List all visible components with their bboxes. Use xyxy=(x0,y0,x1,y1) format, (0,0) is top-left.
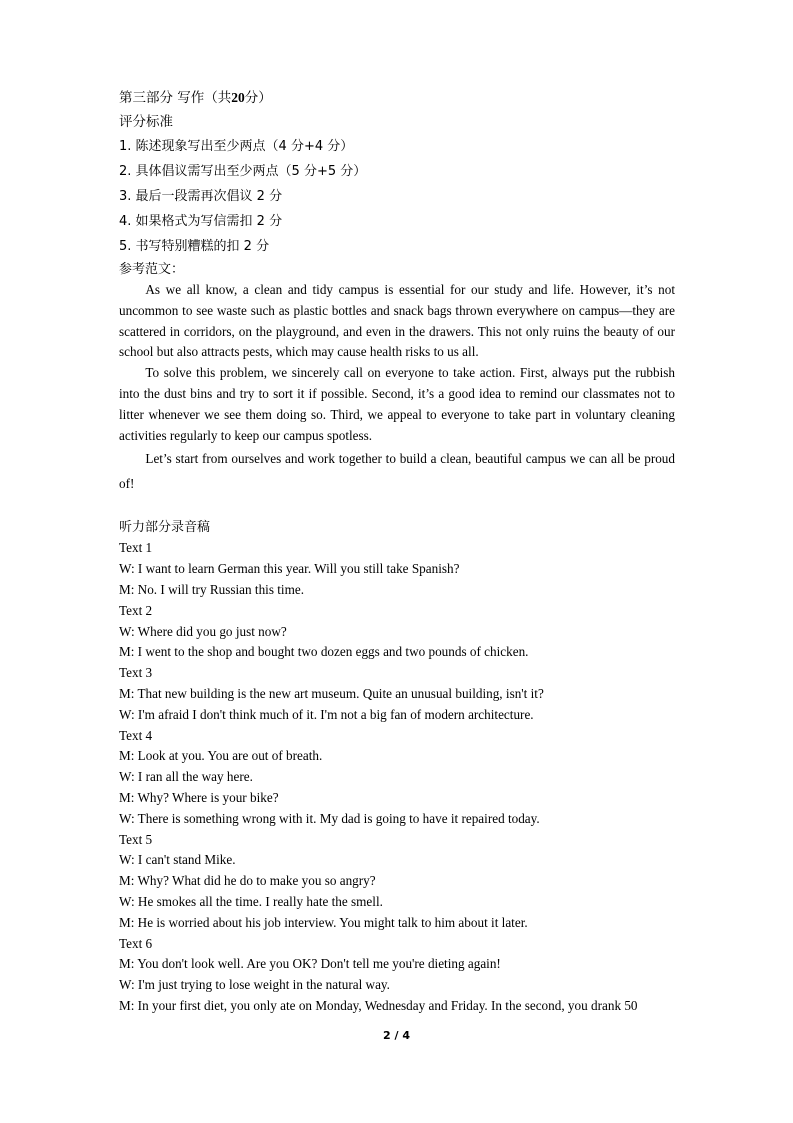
section-points: 20 xyxy=(231,90,245,105)
transcript-line: W: I'm afraid I don't think much of it. I'm not a big fan of modern architecture. xyxy=(119,706,534,722)
essay-paragraph: Let’s start from ourselves and work together to build a clean, beautiful campus we can all be proud of! xyxy=(119,451,675,492)
transcript-line: Text 1 xyxy=(119,540,153,556)
transcript-line: Text 5 xyxy=(119,831,153,847)
transcript-line: M: Why? Where is your bike? xyxy=(119,789,279,805)
transcript-line: W: I want to learn German this year. Will you still take Spanish? xyxy=(119,561,460,577)
transcript-line: W: I can't stand Mike. xyxy=(119,852,236,868)
page-content xyxy=(119,86,675,1017)
criterion-item: 3. 最后一段需再次倡议 2 分 xyxy=(119,189,283,204)
criterion-item: 4. 如果格式为写信需扣 2 分 xyxy=(119,214,283,229)
essay-paragraph: To solve this problem, we sincerely call on everyone to take action. First, always put the rubbish into the dust bins and try to sort it if possible. Second, it’s a good idea to remind our classmates not to litter whenever we see them doing so. Third, we appeal to everyone to take part in voluntary cleaning activities regularly to keep our campus spotless. xyxy=(119,365,675,443)
transcript-line: M: That new building is the new art museum. Quite an unusual building, isn't it? xyxy=(119,685,544,701)
page-number: 2 / 4 xyxy=(383,1029,410,1042)
sample-heading: 参考范文： xyxy=(119,262,185,277)
transcript-line: Text 6 xyxy=(119,935,153,951)
section-title xyxy=(119,86,675,110)
transcript-line: Text 4 xyxy=(119,727,153,743)
section-title-text: 第三部分 写作（共 xyxy=(119,90,232,106)
transcript-line: M: Look at you. You are out of breath. xyxy=(119,748,323,764)
transcript-line: W: I'm just trying to lose weight in the natural way. xyxy=(119,977,390,993)
criterion-item: 5. 书写特别糟糕的扣 2 分 xyxy=(119,239,270,254)
spacer xyxy=(119,496,675,517)
criterion-item: 2. 具体倡议需写出至少两点（5 分+5 分） xyxy=(119,164,367,179)
transcript-line: W: He smokes all the time. I really hate the smell. xyxy=(119,893,383,909)
transcript-line: W: Where did you go just now? xyxy=(119,623,287,639)
section-title-end: 分） xyxy=(244,90,272,106)
transcript-line: M: Why? What did he do to make you so angry? xyxy=(119,873,376,889)
transcript-line: Text 3 xyxy=(119,665,153,681)
essay-paragraph: As we all know, a clean and tidy campus is essential for our study and life. However, it’s not uncommon to see waste such as plastic bottles and snack bags thrown everywhere on campus—they are scattered in corridors, on the playground, and even in the drawers. This not only ruins the beauty of our school but also attracts pests, which may cause health risks to us all. xyxy=(119,282,675,360)
criterion-item: 1. 陈述现象写出至少两点（4 分+4 分） xyxy=(119,139,354,154)
transcript-line: M: No. I will try Russian this time. xyxy=(119,581,304,597)
transcript-line: M: He is worried about his job interview. You might talk to him about it later. xyxy=(119,914,528,930)
scoring-heading: 评分标准 xyxy=(119,114,173,130)
transcript-line: M: You don't look well. Are you OK? Don't tell me you're dieting again! xyxy=(119,956,501,972)
transcript-line: W: There is something wrong with it. My dad is going to have it repaired today. xyxy=(119,810,540,826)
transcript-line: Text 2 xyxy=(119,602,153,618)
transcript-line: M: In your first diet, you only ate on Monday, Wednesday and Friday. In the second, you drank 50 xyxy=(119,997,638,1013)
transcript-line: W: I ran all the way here. xyxy=(119,769,253,785)
transcript-line: M: I went to the shop and bought two dozen eggs and two pounds of chicken. xyxy=(119,644,529,660)
listening-heading: 听力部分录音稿 xyxy=(119,520,211,536)
